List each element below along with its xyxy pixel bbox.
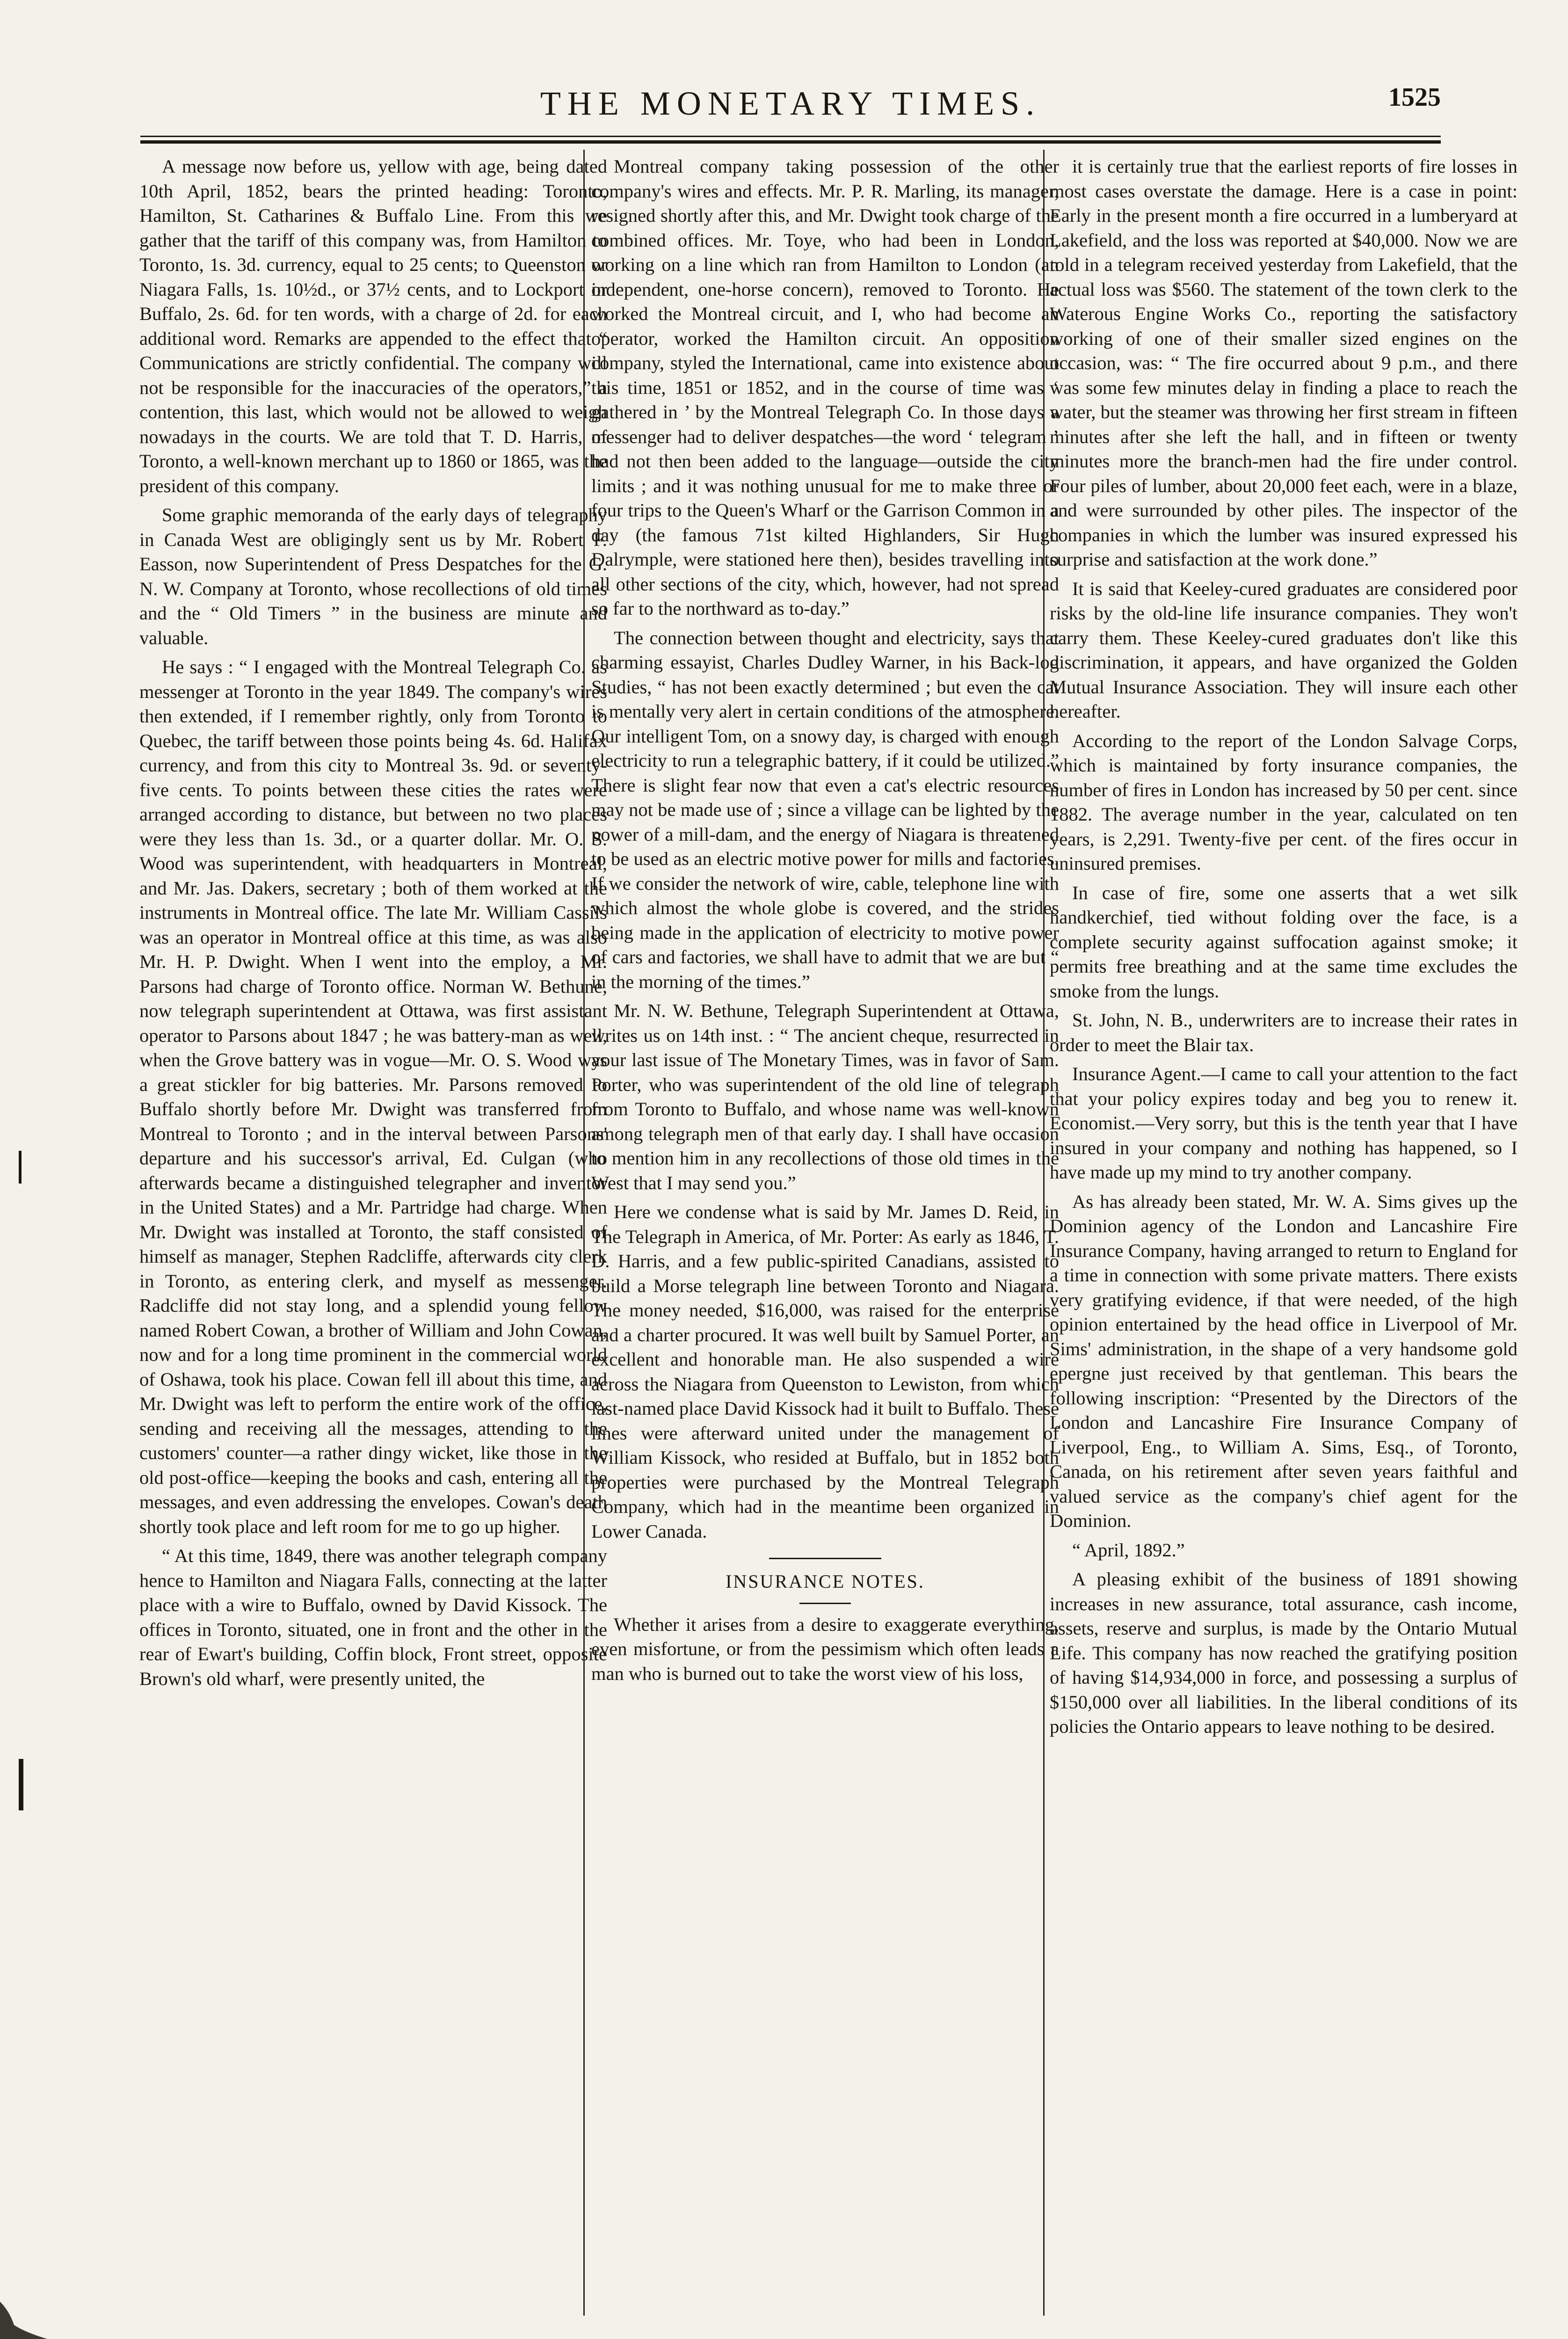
- article-paragraph: It is said that Keeley-cured graduates are considered poor risks by the old-line life insurance companies. They won't carry them. These Keeley-cured graduates don't like this discrimination, it appears, and have organized the Golden Mutual Insurance Association. They will insure each other hereafter.: [1050, 578, 1517, 722]
- article-paragraph: According to the report of the London Salvage Corps, which is maintained by forty insurance companies, the number of fires in London has increased by 50 per cent. since 1882. The average number in the year, calculated on ten years, is 2,291. Twenty-five per cent. of the fires occur in uninsured premises.: [1050, 730, 1517, 874]
- article-paragraph: A message now before us, yellow with age, being dated 10th April, 1852, bears the printed heading: Toronto, Hamilton, St. Catharines & Buffalo Line. From this we gather that the tariff of this company was, from Hamilton to Toronto, 1s. 3d. currency, equal to 25 cents; to Queenston or Niagara Falls, 1s. 10½d., or 37½ cents, and to Lockport or Buffalo, 2s. 6d. for ten words, with a charge of 2d. for each additional word. Remarks are appended to the effect that “ Communications are strictly confidential. The company will not be responsible for the inaccuracies of the operators,” a contention, this last, which would not be allowed to weigh nowadays in the courts. We are told that T. D. Harris, of Toronto, a well-known merchant up to 1860 or 1865, was the president of this company.: [139, 156, 607, 496]
- page-number: 1525: [1388, 83, 1441, 112]
- article-paragraph: Here we condense what is said by Mr. James D. Reid, in The Telegraph in America, of Mr. Porter: As early as 1846, T. D. Harris, and a few public-spirited Canadians, assisted to build a Morse telegraph line between Toronto and Niagara. The money needed, $16,000, was raised for the enterprise and a charter procured. It was well built by Samuel Porter, an excellent and honorable man. He also suspended a wire across the Niagara from Queenston to Lewiston, from which last-named place David Kissock had it built to Buffalo. These lines were afterward united under the management of William Kissock, who resided at Buffalo, but in 1852 both properties were purchased by the Montreal Telegraph Company, which had in the meantime been organized in Lower Canada.: [591, 1201, 1059, 1542]
- margin-ink-smudge: [0, 2283, 61, 2339]
- article-paragraph: it is certainly true that the earliest reports of fire losses in most cases overstate the damage. Here is a case in point: Early in the present month a fire occurred in a lumberyard at Lakefield, and the loss was reported at $40,000. Now we are told in a telegram received yesterday from Lakefield, that the actual loss was $560. The statement of the town clerk to the Waterous Engine Works Co., reporting the satisfactory working of one of their smaller sized engines on the occasion, was: “ The fire occurred about 9 p.m., and there was some few minutes delay in finding a place to reach the water, but the steamer was throwing her first stream in fifteen minutes after she left the hall, and in fifteen or twenty minutes more the branch-men had the fire under control. Four piles of lumber, about 20,000 feet each, were in a blaze, and were surrounded by other piles. The inspector of the companies in which the lumber was insured expressed his surprise and satisfaction at the work done.”: [1050, 156, 1517, 570]
- publication-title: THE MONETARY TIMES.: [540, 85, 1041, 122]
- masthead: [140, 80, 1441, 136]
- article-paragraph: Insurance Agent.—I came to call your attention to the fact that your policy expires today and beg you to renew it. Economist.—Very sorry, but this is the tenth year that I have insured in your company and nothing has happened, so I have made up my mind to try another company.: [1050, 1063, 1517, 1183]
- column-2: [591, 154, 1059, 1691]
- column-1: [139, 154, 607, 1696]
- article-paragraph: In case of fire, some one asserts that a wet silk handkerchief, tied without folding over the face, is a complete security against suffocation against smoke; it permits free breathing and at the same time excludes the smoke from the lungs.: [1050, 882, 1517, 1002]
- article-paragraph: Some graphic memoranda of the early days of telegraphy in Canada West are obligingly sent us by Mr. Robert F. Easson, now Superintendent of Press Despatches for the G. N. W. Company at Toronto, whose recollections of old times and the “ Old Timers ” in the business are minute and valuable.: [139, 504, 607, 648]
- section-title: INSURANCE NOTES.: [726, 1571, 925, 1592]
- header-rule-thick: [140, 140, 1441, 144]
- article-paragraph: “ April, 1892.”: [1072, 1539, 1185, 1561]
- article-paragraph: Mr. N. W. Bethune, Telegraph Superintendent at Ottawa, writes us on 14th inst. : “ The ancient cheque, resurrected in your last issue of The Monetary Times, was in favor of Sam. Porter, who was superintendent of the old line of telegraph from Toronto to Buffalo, and whose name was well-known among telegraph men of that early day. I shall have occasion to mention him in any recollections of those old times in the West that I may send you.”: [591, 1000, 1059, 1193]
- header-rule-thin: [140, 136, 1441, 137]
- article-paragraph: Montreal company taking possession of the other company's wires and effects. Mr. P. R. Marling, its manager, resigned shortly after this, and Mr. Dwight took charge of the combined offices. Mr. Toye, who had been in London, working on a line which ran from Hamilton to London (an independent, one-horse concern), removed to Toronto. He worked the Montreal circuit, and I, who had become an operator, worked the Hamilton circuit. An opposition company, styled the International, came into existence about this time, 1851 or 1852, and in the course of time was ‘ gathered in ’ by the Montreal Telegraph Co. In those days a messenger had to deliver despatches—the word ‘ telegram ’ had not then been added to the language—outside the city limits ; and it was nothing unusual for me to make three or four trips to the Queen's Wharf or the Garrison Common in a day (the famous 71st kilted Highlanders, Sir Hugh Dalrymple, were stationed here then), besides travelling into all other sections of the city, which, however, had not spread so far to the northward as to-day.”: [591, 156, 1059, 619]
- section-rule-top: [769, 1558, 881, 1559]
- article-paragraph: “ At this time, 1849, there was another telegraph company hence to Hamilton and Niagara Falls, connecting at the latter place with a wire to Buffalo, owned by David Kissock. The offices in Toronto, situated, one in front and the other in the rear of Ewart's building, Coffin block, Front street, opposite Brown's old wharf, were presently united, the: [139, 1545, 607, 1689]
- margin-ink-mark: [19, 1151, 22, 1184]
- article-paragraph: A pleasing exhibit of the business of 1891 showing increases in new assurance, total assurance, cash income, assets, reserve and surplus, is made by the Ontario Mutual Life. This company has now reached the gratifying position of having $14,934,000 in force, and possessing a surplus of $150,000 over all liabilities. In the liberal conditions of its policies the Ontario appears to leave nothing to be desired.: [1050, 1569, 1517, 1737]
- article-paragraph: He says : “ I engaged with the Montreal Telegraph Co. as messenger at Toronto in the year 1849. The company's wires then extended, if I remember rightly, only from Toronto to Quebec, the tariff between those points being 4s. 6d. Halifax currency, and from this city to Montreal 3s. 9d. or seventy-five cents. To points between these cities the rates were arranged according to distance, but between no two places were they less than 1s. 3d., or a quarter dollar. Mr. O. S. Wood was superintendent, with headquarters in Montreal, and Mr. Jas. Dakers, secretary ; both of them worked at the instruments in Montreal office. The late Mr. William Cassils was an operator in Montreal office at this time, as was also Mr. H. P. Dwight. When I went into the employ, a Mr. Parsons had charge of Toronto office. Norman W. Bethune, now telegraph superintendent at Ottawa, was first assistant operator to Parsons about 1847 ; he was battery-man as well, when the Grove battery was in vogue—Mr. O. S. Wood was a great stickler for big batteries. Mr. Parsons removed to Buffalo shortly before Mr. Dwight was transferred from Montreal to Toronto ; and in the interval between Parsons' departure and his successor's arrival, Ed. Culgan (who afterwards became a distinguished telegrapher and inventor in the United States) and a Mr. Partridge had charge. When Mr. Dwight was installed at Toronto, the staff consisted of himself as manager, Stephen Radcliffe, afterwards city clerk in Toronto, as entering clerk, and myself as messenger. Radcliffe did not stay long, and a splendid young fellow named Robert Cowan, a brother of William and John Cowan, now and for a long time prominent in the commercial world of Oshawa, took his place. Cowan fell ill about this time, and Mr. Dwight was left to perform the entire work of the office, sending and receiving all the messages, attending to the customers' counter—a rather dingy wicket, like those in the old post-office—keeping the books and cash, entering all the messages, and even addressing the envelopes. Cowan's death shortly took place and left room for me to go up higher.: [139, 656, 607, 1537]
- article-paragraph: The connection between thought and electricity, says that charming essayist, Charles Dudley Warner, in his Back-log Studies, “ has not been exactly determined ; but even the cat is mentally very alert in certain conditions of the atmosphere. Our intelligent Tom, on a snowy day, is charged with enough electricity to run a telegraphic battery, if it could be utilized.” There is slight fear now that even a cat's electric resources may not be made use of ; since a village can be lighted by the power of a mill-dam, and the energy of Niagara is threatened to be used as an electric motive power for mills and factories. If we consider the network of wire, cable, telephone line with which almost the whole globe is covered, and the strides being made in the application of electricity to motive power of cars and factories, we shall have to admit that we are but “ in the morning of the times.”: [591, 627, 1059, 992]
- article-paragraph: As has already been stated, Mr. W. A. Sims gives up the Dominion agency of the London and Lancashire Fire Insurance Company, having arranged to return to England for a time in connection with some private matters. There exists very gratifying evidence, if that were needed, of the high opinion entertained by the head office in Liverpool of Mr. Sims' administration, in the shape of a very handsome gold epergne just received by that gentleman. This bears the following inscription: “Presented by the Directors of the London and Lancashire Fire Insurance Company of Liverpool, Eng., to William A. Sims, Esq., of Toronto, Canada, on his retirement after seven years faithful and valued service as the company's chief agent for the Dominion.: [1050, 1191, 1517, 1531]
- article-paragraph: Whether it arises from a desire to exaggerate everything, even misfortune, or from the pessimism which often leads a man who is burned out to take the worst view of his loss,: [591, 1613, 1059, 1684]
- article-paragraph: St. John, N. B., underwriters are to increase their rates in order to meet the Blair tax.: [1050, 1010, 1517, 1055]
- section-heading-insurance-notes: [591, 1558, 1059, 1604]
- column-3: [1050, 154, 1517, 1744]
- section-rule-bottom: [799, 1603, 851, 1604]
- margin-ink-mark: [19, 1759, 23, 1810]
